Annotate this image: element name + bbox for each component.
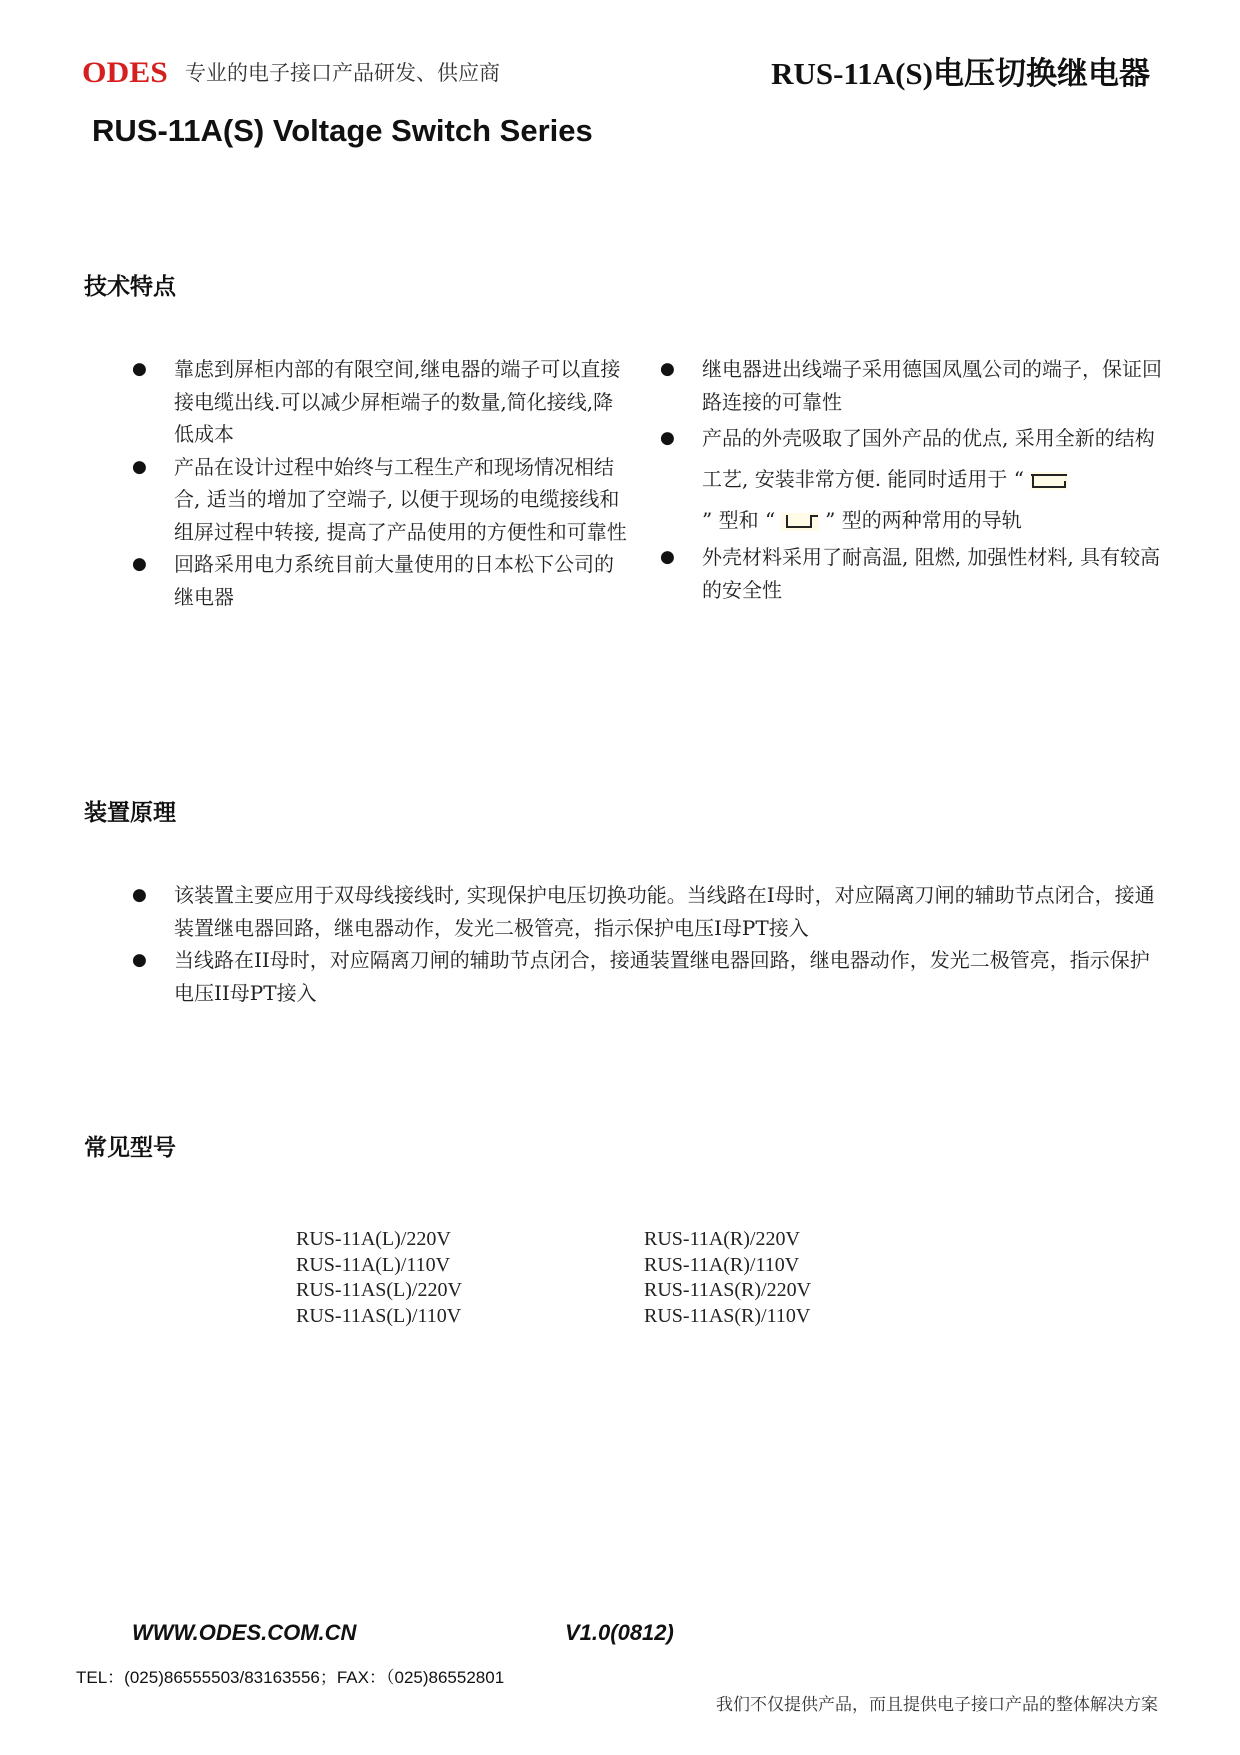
- rail-text-part2: ” 型和 “: [702, 508, 776, 532]
- rail-text-part1: 产品的外壳吸取了国外产品的优点, 采用全新的结构工艺, 安装非常方便. 能同时适用于 “: [702, 426, 1155, 491]
- list-item: [660, 418, 1166, 541]
- principle-list: [132, 879, 1162, 1009]
- din-rail-g-type-icon: [781, 513, 819, 531]
- list-item: ● 外壳材料采用了耐高温, 阻燃, 加强性材料, 具有较高的安全性: [660, 541, 1166, 606]
- document-version: V1.0(0812): [565, 1620, 674, 1645]
- list-item: ● 产品在设计过程中始终与工程生产和现场情况相结合, 适当的增加了空端子, 以便于现场的电缆接线和组屏过程中转接, 提高了产品使用的方便性和可靠性: [132, 451, 632, 549]
- models-left-column: [296, 1227, 462, 1329]
- header-product-title: RUS-11A(S)电压切换继电器: [771, 56, 1150, 91]
- list-item: ● 当线路在II母时，对应隔离刀闸的辅助节点闭合，接通装置继电器回路，继电器动作，发光二极管亮，指示保护电压II母PT接入: [132, 944, 1162, 1009]
- series-title: RUS-11A(S) Voltage Switch Series: [92, 113, 593, 148]
- model-item: RUS-11AS(L)/220V: [296, 1279, 462, 1301]
- models-right-column: [644, 1227, 811, 1329]
- list-item: ● 靠虑到屏柜内部的有限空间,继电器的端子可以直接接电缆出线.可以减少屏柜端子的数量,简化接线,降低成本: [132, 353, 632, 451]
- contact-info: TEL：(025)86555503/83163556；FAX：（025)86552801: [76, 1668, 505, 1687]
- model-item: RUS-11A(L)/220V: [296, 1228, 451, 1250]
- website-url: WWW.ODES.COM.CN: [132, 1620, 357, 1645]
- model-item: RUS-11A(R)/220V: [644, 1228, 800, 1250]
- features-left-list: [132, 353, 632, 613]
- model-item: RUS-11AS(R)/220V: [644, 1279, 812, 1301]
- model-item: RUS-11AS(L)/110V: [296, 1304, 462, 1327]
- company-tagline: 专业的电子接口产品研发、供应商: [185, 61, 500, 85]
- model-item: RUS-11AS(R)/110V: [644, 1304, 811, 1327]
- list-item: ● 继电器进出线端子采用德国凤凰公司的端子，保证回路连接的可靠性: [660, 353, 1166, 418]
- din-rail-top-hat-icon: [1030, 472, 1068, 490]
- list-item: ● 回路采用电力系统目前大量使用的日本松下公司的继电器: [132, 548, 632, 613]
- rail-text-part3: ” 型的两种常用的导轨: [825, 508, 1022, 532]
- list-item: ● 该装置主要应用于双母线接线时, 实现保护电压切换功能。当线路在I母时，对应隔离刀闸的辅助节点闭合，接通装置继电器回路，继电器动作，发光二极管亮，指示保护电压I母PT接入: [132, 879, 1162, 944]
- models-heading: 常见型号: [84, 1134, 176, 1161]
- model-item: RUS-11A(R)/110V: [644, 1253, 800, 1276]
- features-heading: 技术特点: [84, 273, 176, 300]
- company-slogan: 我们不仅提供产品，而且提供电子接口产品的整体解决方案: [716, 1695, 1158, 1715]
- model-item: RUS-11A(L)/110V: [296, 1253, 451, 1276]
- features-right-list: [660, 353, 1166, 606]
- company-logo: ODES: [82, 56, 168, 89]
- principle-heading: 装置原理: [84, 799, 176, 826]
